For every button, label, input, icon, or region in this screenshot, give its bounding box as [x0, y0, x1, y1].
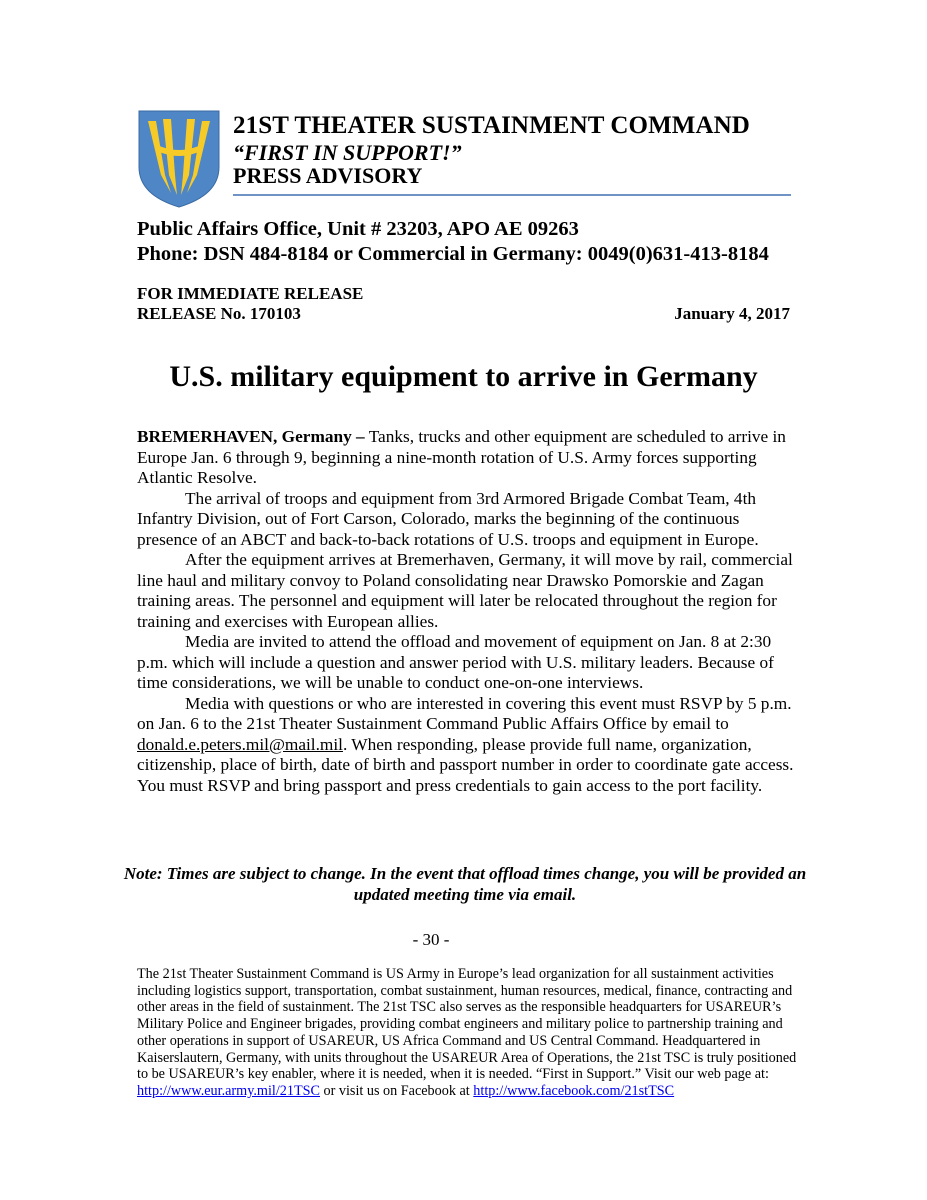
header-divider — [233, 194, 791, 196]
headline: U.S. military equipment to arrive in Germany — [169, 360, 758, 393]
release-status: FOR IMMEDIATE RELEASE — [137, 284, 364, 303]
boilerplate-middle-text: or visit us on Facebook at — [319, 1082, 474, 1099]
document-type: PRESS ADVISORY — [233, 163, 423, 188]
paragraph-2: The arrival of troops and equipment from 3rd Armored Brigade Combat Team, 4th Infantry Division, out of Fort Carson, Colorado, marks the beginning of the continuous presence of an ABCT and back-to-back rotations of U.S. troops and equipment in Europe. — [137, 488, 759, 549]
facebook-link[interactable]: http://www.facebook.com/21stTSC — [473, 1082, 675, 1099]
paragraph-1-text: Tanks, trucks and other equipment are scheduled to arrive in Europe Jan. 6 through 9, beginning a nine-month rotation of U.S. Army forces supporting Atlantic Resolve. — [137, 427, 786, 487]
contact-phone: Phone: DSN 484-8184 or Commercial in Germany: 0049(0)631-413-8184 — [137, 243, 769, 265]
web-page-link[interactable]: http://www.eur.army.mil/21TSC — [137, 1082, 320, 1099]
rsvp-email-link[interactable]: donald.e.peters.mil@mail.mil — [137, 734, 343, 754]
public-affairs-office-address: Public Affairs Office, Unit # 23203, APO AE 09263 — [137, 218, 579, 240]
organization-motto: “FIRST IN SUPPORT!” — [233, 140, 462, 165]
paragraph-5-text-end: . When responding, please provide full name, organization, citizenship, place of birth, date of birth and passport number in order to coordinate gate access. You must RSVP and bring passport and press credentials to gain access to the port facility. — [137, 734, 794, 795]
paragraph-5 — [137, 694, 797, 797]
article-body — [137, 427, 797, 796]
boilerplate-text: The 21st Theater Sustainment Command is US Army in Europe’s lead organization for all sustainment activities including logistics support, transportation, combat sustainment, human resources, medical, finance, contracting and other areas in the field of sustainment. The 21st TSC also serves as the responsible headquarters for USAREUR’s Military Police and Engineer brigades, providing combat engineers and military police to partnership training and other operations in support of USAREUR, US Africa Command and US Central Command. Headquartered in Kaiserslautern, Germany, with units throughout the USAREUR Area of Operations, the 21st TSC is truly positioned to be USAREUR’s key enabler, where it is needed, when it is needed. “First in Support.” Visit our web page at: — [137, 966, 797, 1083]
paragraph-4: Media are invited to attend the offload and movement of equipment on Jan. 8 at 2:30 p.m. which will include a question and answer period with U.S. military leaders. Because of time considerations, we will be unable to conduct one-on-one interviews. — [137, 632, 774, 692]
schedule-change-note: Note: Times are subject to change. In the event that offload times change, you will be provided an updated meeting time via email. — [123, 864, 807, 904]
paragraph-1 — [137, 427, 797, 489]
release-date: January 4, 2017 — [674, 304, 790, 323]
unit-shield-insignia-icon — [137, 109, 221, 209]
organization-boilerplate — [137, 966, 802, 1100]
end-mark: - 30 - — [412, 930, 450, 949]
organization-name: 21ST THEATER SUSTAINMENT COMMAND — [233, 112, 750, 139]
paragraph-5-text-start: Media with questions or who are interested in covering this event must RSVP by 5 p.m. on Jan. 6 to the 21st Theater Sustainment Command Public Affairs Office by email to — [137, 693, 792, 733]
dateline: BREMERHAVEN, Germany – — [137, 427, 365, 446]
paragraph-3: After the equipment arrives at Bremerhaven, Germany, it will move by rail, commercial line haul and military convoy to Poland consolidating near Drawsko Pomorskie and Zagan training areas. The personnel and equipment will later be relocated throughout the region for training and exercises with European allies. — [137, 550, 793, 631]
release-number: RELEASE No. 170103 — [137, 304, 301, 323]
